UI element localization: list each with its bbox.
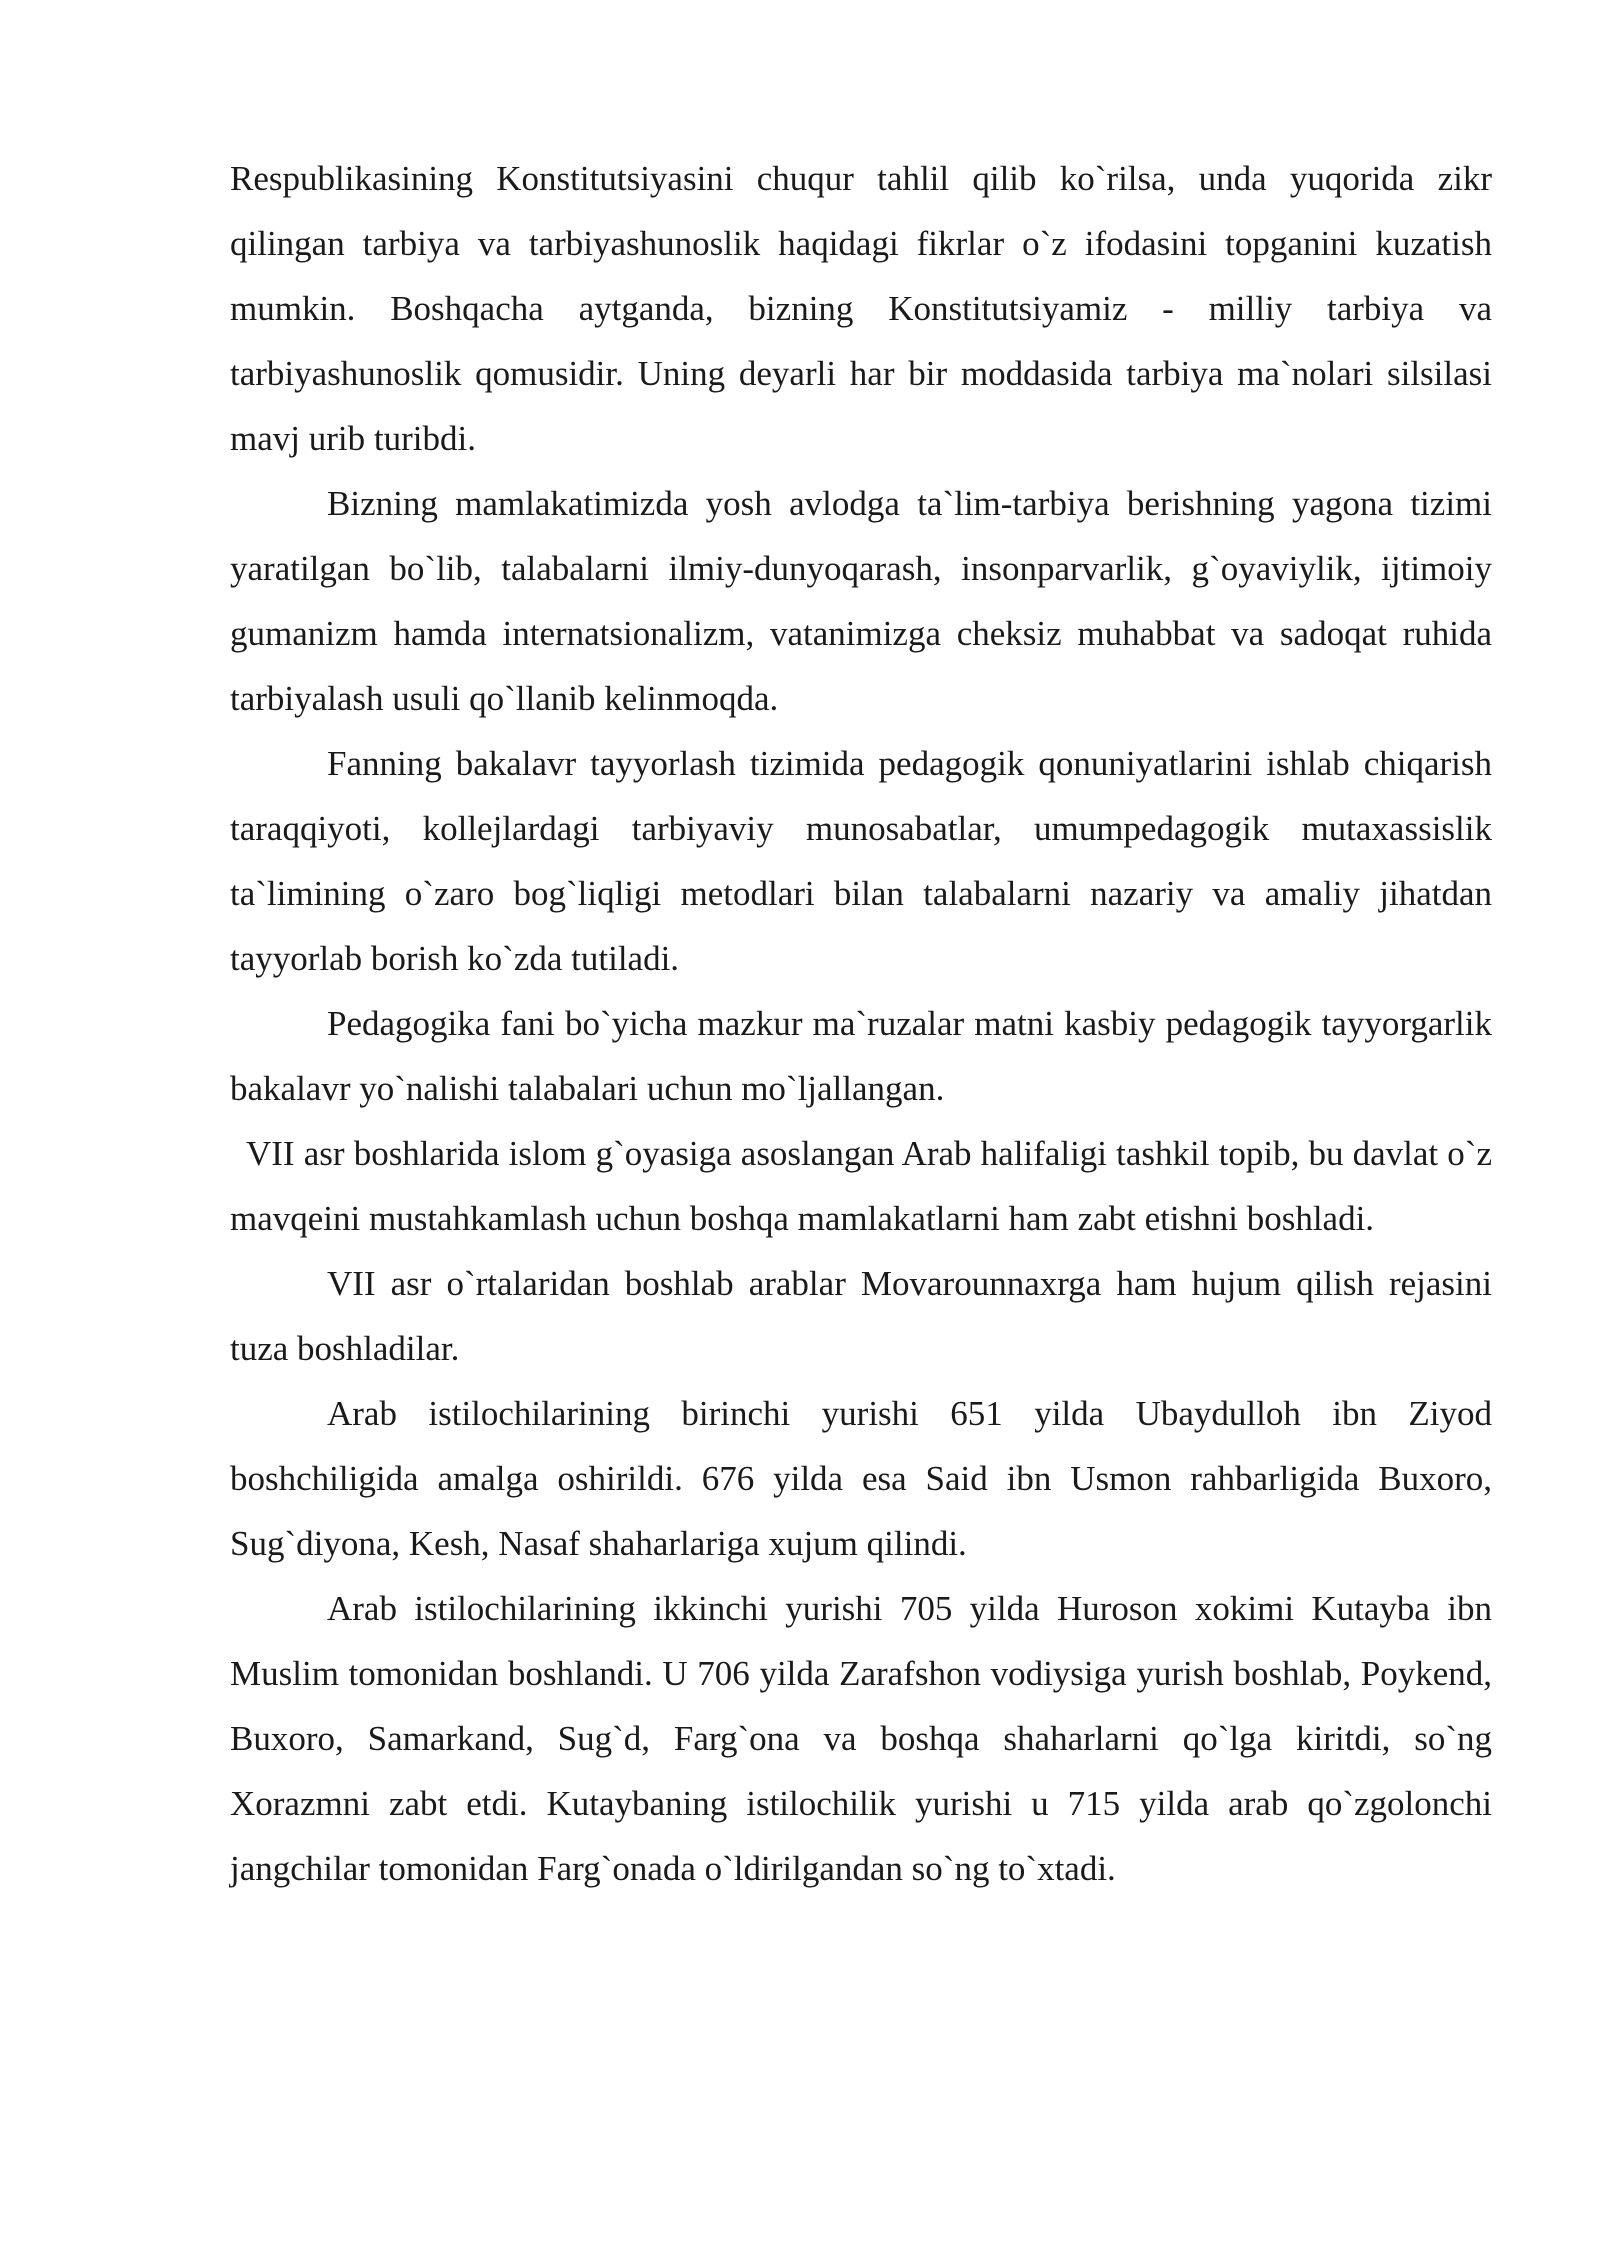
paragraph-bachelor-training: Fanning bakalavr tayyorlash tizimida pedagogik qonuniyatlarini ishlab chiqarish taraqqiyoti, kollejlardagi tarbiyaviy munosabatlar, umumpedagogik mutaxassislik ta`limining o`zaro bog`liqligi metodlari bilan talabalarni nazariy va amaliy jihatdan tayyorlab borish ko`zda tutiladi. [230,744,1492,978]
body-text [230,146,1492,1901]
paragraph-first-campaign: Arab istilochilarining birinchi yurishi 651 yilda Ubaydulloh ibn Ziyod boshchiligida amalga oshirildi. 676 yilda esa Said ibn Usmon rahbarligida Buxoro, Sug`diyona, Kesh, Nasaf shaharlariga xujum qilindi. [230,1394,1492,1563]
paragraph-second-campaign: Arab istilochilarining ikkinchi yurishi 705 yilda Huroson xokimi Kutayba ibn Muslim tomonidan boshlandi. U 706 yilda Zarafshon vodiysiga yurish boshlab, Poykend, Buxoro, Samarkand, Sug`d, Farg`ona va boshqa shaharlarni qo`lga kiritdi, so`ng Xorazmni zabt etdi. Kutaybaning istilochilik yurishi u 715 yilda arab qo`zgolonchi jangchilar tomonidan Farg`onada o`ldirilgandan so`ng to`xtadi. [230,1589,1492,1888]
paragraph-pedagogy-lectures: Pedagogika fani bo`yicha mazkur ma`ruzalar matni kasbiy pedagogik tayyorgarlik bakalavr yo`nalishi talabalari uchun mo`ljallangan. [230,1004,1492,1108]
paragraph-education-system: Bizning mamlakatimizda yosh avlodga ta`lim-tarbiya berishning yagona tizimi yaratilgan bo`lib, talabalarni ilmiy-dunyoqarash, insonparvarlik, g`oyaviylik, ijtimoiy gumanizm hamda internatsionalizm, vatanimizga cheksiz muhabbat va sadoqat ruhida tarbiyalash usuli qo`llanib kelinmoqda. [230,484,1492,718]
paragraph-movarounnaxr-plans: VII asr o`rtalaridan boshlab arablar Movarounnaxrga ham hujum qilish rejasini tuza boshladilar. [230,1264,1492,1368]
paragraph-arab-caliphate: VII asr boshlarida islom g`oyasiga asoslangan Arab halifaligi tashkil topib, bu davlat o`z mavqeini mustahkamlash uchun boshqa mamlakatlarni ham zabt etishni boshladi. [230,1134,1492,1238]
paragraph-constitution: Respublikasining Konstitutsiyasini chuqur tahlil qilib ko`rilsa, unda yuqorida zikr qilingan tarbiya va tarbiyashunoslik haqidagi fikrlar o`z ifodasini topganini kuzatish mumkin. Boshqacha aytganda, bizning Konstitutsiyamiz - milliy tarbiya va tarbiyashunoslik qomusidir. Uning deyarli har bir moddasida tarbiya ma`nolari silsilasi mavj urib turibdi. [230,159,1492,458]
